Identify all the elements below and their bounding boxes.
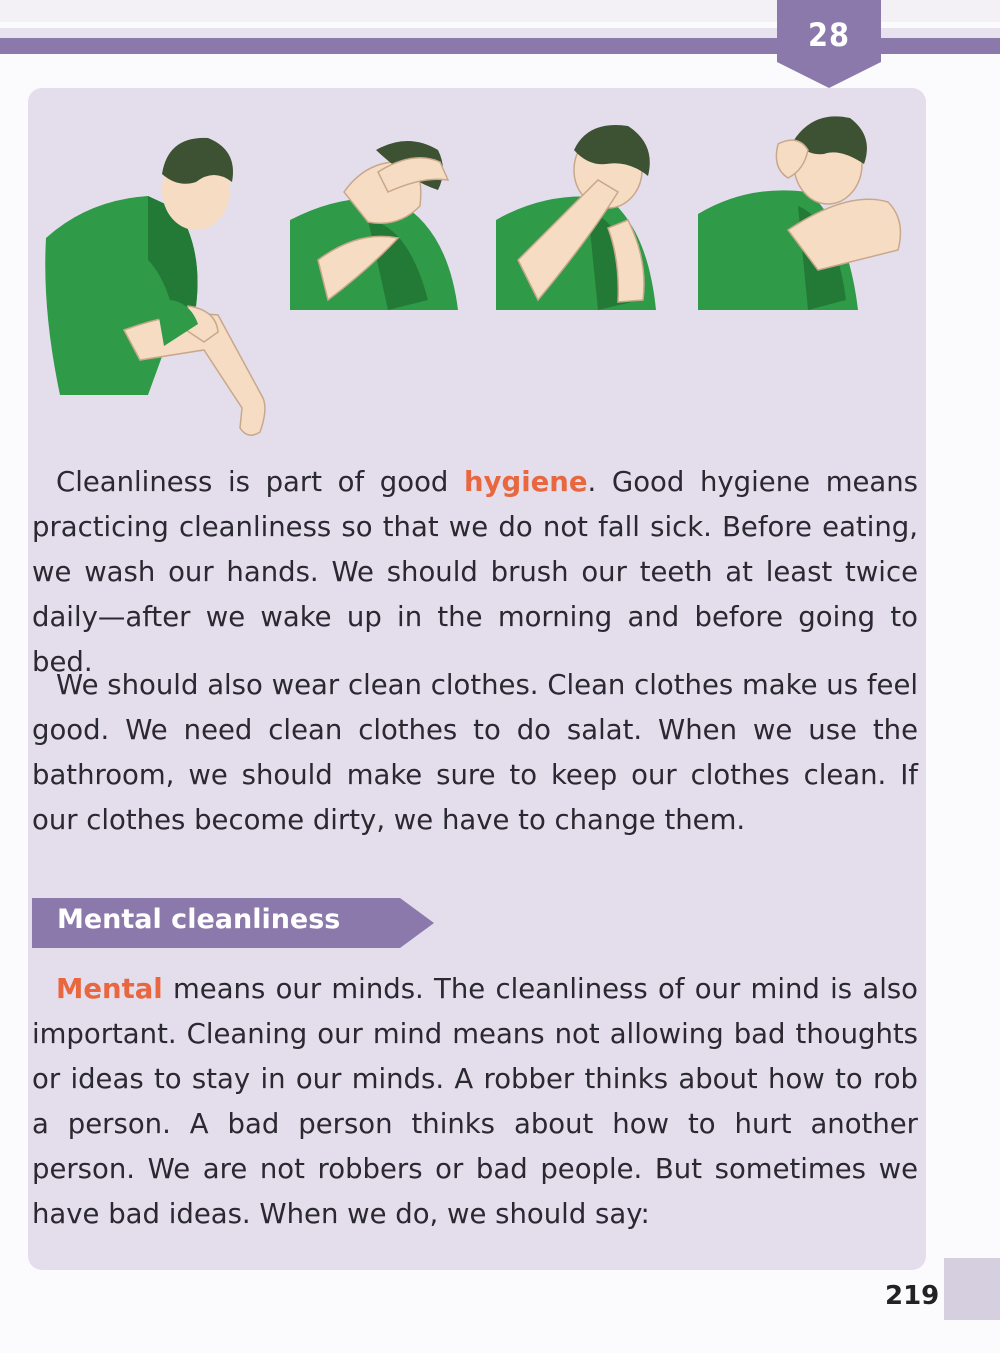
man-washing-arm-figure (45, 138, 265, 435)
paragraph-text: Cleanliness is part of good (56, 466, 465, 498)
paragraph-text: . Good hygiene means practicing cleanliness so that we do not fall sick. Before eating, we wash our hands. We should brush our teeth at least twice daily—after we wake up in the morning and before going to bed. (32, 466, 919, 678)
page-edge-tab (944, 1258, 1000, 1320)
clothes-paragraph (32, 663, 918, 843)
hygiene-paragraph (32, 460, 918, 685)
man-wiping-ears-figure (496, 125, 656, 310)
chapter-number: 28 (807, 16, 851, 54)
page-number: 219 (885, 1281, 940, 1311)
man-wiping-ears-back-figure (698, 116, 900, 310)
section-heading: Mental cleanliness (57, 904, 341, 935)
hygiene-keyword: hygiene (464, 466, 588, 498)
man-wiping-head-figure (290, 141, 458, 310)
paragraph-text: We should also wear clean clothes. Clean clothes make us feel good. We need clean clothes to do salat. When we use the bathroom, we should make sure to keep our clothes clean. If our clothes become dirty, we have to change them. (32, 669, 918, 836)
paragraph-text: means our minds. The cleanliness of our mind is also important. Cleaning our mind means not allowing bad thoughts or ideas to stay in our minds. A robber thinks about how to rob a person. A bad person thinks about how to hurt another person. We are not robbers or bad people. But sometimes we have bad ideas. When we do, we should say: (32, 973, 918, 1230)
wudu-illustration (28, 110, 926, 450)
mental-keyword: Mental (56, 973, 163, 1005)
mental-paragraph (32, 967, 918, 1237)
